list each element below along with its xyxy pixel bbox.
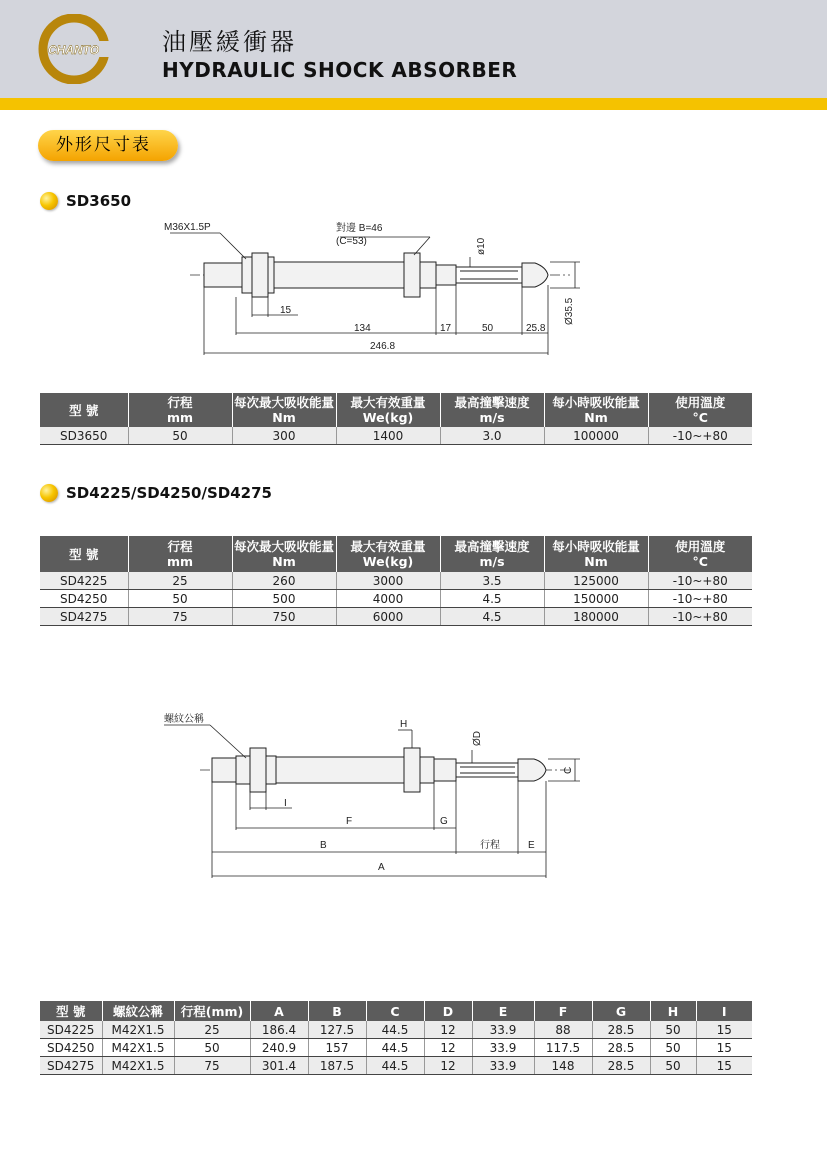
th-g: G: [592, 1001, 650, 1021]
dim-d-label: ØD: [472, 731, 483, 746]
dim-a-label: A: [378, 862, 385, 873]
table-row: SD4275 M42X1.5 75 301.4 187.5 44.5 12 33.9 148 28.5 50 15: [40, 1057, 752, 1075]
th-max-energy: 每次最大吸收能量 Nm: [232, 536, 336, 572]
dim-246-8: 246.8: [370, 341, 396, 352]
sd42-spec-table: [40, 536, 752, 626]
th-temperature: 使用溫度 °C: [648, 393, 752, 427]
sd42-heading: [40, 484, 272, 502]
table-row: SD3650 50 300 1400 3.0 100000 -10~+80: [40, 427, 752, 445]
dim-50: 50: [482, 323, 494, 334]
rod-dia-label: ø10: [476, 237, 487, 255]
dim-h-label: H: [400, 719, 408, 730]
th-hourly-energy: 每小時吸收能量 Nm: [544, 536, 648, 572]
th-max-speed: 最高撞擊速度 m/s: [440, 393, 544, 427]
page-title-en: HYDRAULIC SHOCK ABSORBER: [162, 58, 518, 82]
chanto-logo: [38, 14, 114, 84]
dim-c-label: C: [563, 766, 574, 774]
table-row: SD4225 25 260 3000 3.5 125000 -10~+80: [40, 572, 752, 590]
th-temperature: 使用溫度 °C: [648, 536, 752, 572]
sd42-dimension-table: [40, 1001, 752, 1075]
dim-15: 15: [280, 305, 292, 316]
dim-i-label: I: [284, 798, 287, 809]
th-model: 型 號: [40, 536, 128, 572]
th-h: H: [650, 1001, 696, 1021]
header-band: [0, 0, 827, 98]
sd3650-spec-table: [40, 393, 752, 445]
dim-stroke-label: 行程: [480, 840, 500, 851]
dim-g-label: G: [440, 816, 448, 827]
across-flats-note: (C=53): [336, 236, 367, 247]
bullet-icon: [40, 192, 58, 210]
sd3650-heading-text: SD3650: [66, 192, 132, 210]
th-thread: 螺紋公稱: [102, 1001, 174, 1021]
sd42-heading-text: SD4225/SD4250/SD4275: [66, 484, 272, 502]
dim-25-8: 25.8: [526, 323, 546, 334]
th-model: 型 號: [40, 393, 128, 427]
th-f: F: [534, 1001, 592, 1021]
page-title-cn: 油壓緩衝器: [162, 28, 297, 56]
th-i: I: [696, 1001, 752, 1021]
th-max-weight: 最大有效重量 We(kg): [336, 536, 440, 572]
logo-text: CHANTO: [48, 43, 100, 57]
th-stroke: 行程 mm: [128, 536, 232, 572]
th-d: D: [424, 1001, 472, 1021]
thread-nominal-label: 螺紋公稱: [164, 714, 204, 725]
th-b: B: [308, 1001, 366, 1021]
th-stroke: 行程 mm: [128, 393, 232, 427]
thread-label: M36X1.5P: [164, 222, 211, 233]
table-row: SD4250 M42X1.5 50 240.9 157 44.5 12 33.9 117.5 28.5 50 15: [40, 1039, 752, 1057]
dim-b-label: B: [320, 840, 327, 851]
table-row: SD4250 50 500 4000 4.5 150000 -10~+80: [40, 590, 752, 608]
th-max-speed: 最高撞擊速度 m/s: [440, 536, 544, 572]
th-hourly-energy: 每小時吸收能量 Nm: [544, 393, 648, 427]
body-dia-label: Ø35.5: [564, 297, 575, 325]
dim-e-label: E: [528, 840, 535, 851]
table-row: SD4275 75 750 6000 4.5 180000 -10~+80: [40, 608, 752, 626]
bullet-icon: [40, 484, 58, 502]
th-c: C: [366, 1001, 424, 1021]
header-accent-stripe: [0, 98, 827, 110]
th-max-weight: 最大有效重量 We(kg): [336, 393, 440, 427]
th-max-energy: 每次最大吸收能量 Nm: [233, 395, 334, 425]
dim-134: 134: [354, 323, 371, 334]
th-e: E: [472, 1001, 534, 1021]
sd42-drawing: [150, 710, 590, 885]
sd3650-drawing: [150, 215, 590, 365]
sd3650-heading: [40, 192, 131, 210]
dim-f-label: F: [346, 816, 353, 827]
across-flats-label: 對邊 B=46: [336, 223, 383, 234]
th-a: A: [250, 1001, 308, 1021]
th-model: 型 號: [40, 1001, 102, 1021]
dim-17: 17: [440, 323, 452, 334]
table-row: SD4225 M42X1.5 25 186.4 127.5 44.5 12 33.9 88 28.5 50 15: [40, 1021, 752, 1039]
th-stroke: 行程(mm): [174, 1001, 250, 1021]
dimension-table-tab: 外形尺寸表: [38, 130, 178, 161]
